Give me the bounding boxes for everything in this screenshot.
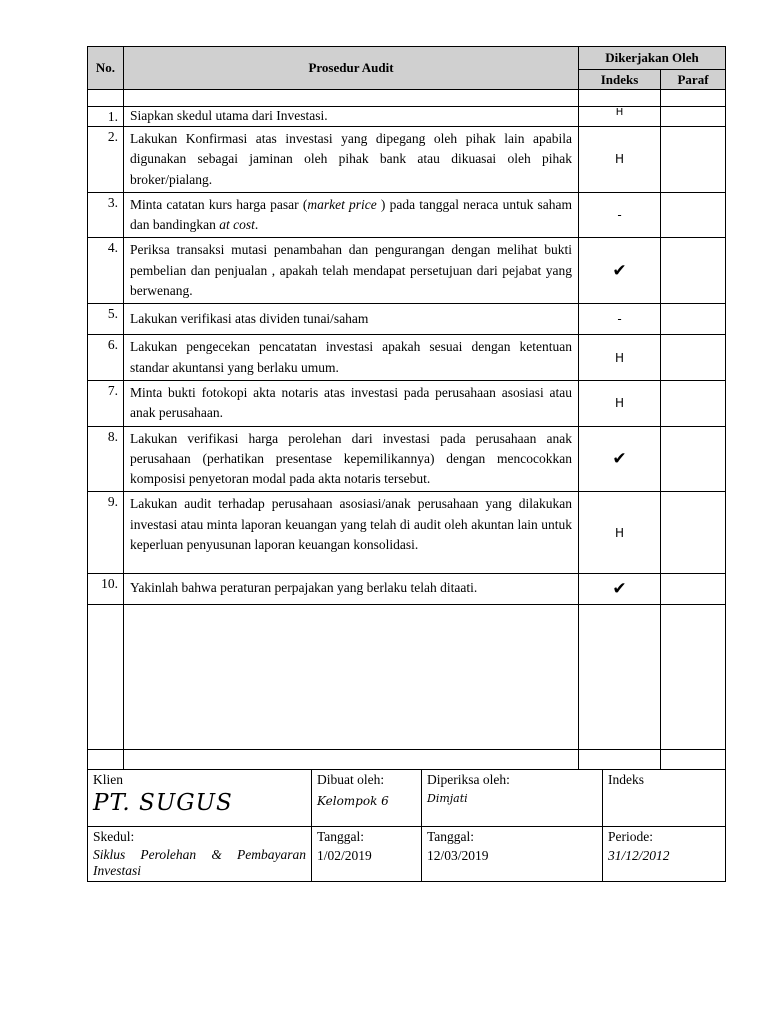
paraf-cell [661, 238, 726, 304]
skedul-value: Siklus Perolehan & Pembayaran Investasi [93, 847, 306, 879]
table-row [88, 426, 726, 492]
tanggal-dibuat-label: Tanggal: [317, 829, 365, 845]
procedure-text: Lakukan verifikasi harga perolehan dari investasi pada perusahaan anak perusahaan (perhatikan presentase kepemilikannya) dengan mencocokkan komposisi penyetoran modal pada akta notaris tersebut. [124, 426, 579, 492]
table-row [88, 127, 726, 193]
procedure-text: Lakukan audit terhadap perusahaan asosiasi/anak perusahaan yang dilakukan investasi atau minta laporan keuangan yang telah di audit oleh akuntan lain untuk keperluan penyusunan laporan keuangan konsolidasi. [124, 492, 579, 574]
klien-cell [88, 770, 312, 827]
header-dikerjakan-oleh: Dikerjakan Oleh [579, 47, 726, 70]
diperiksa-cell [422, 770, 603, 827]
header-paraf: Paraf [661, 70, 726, 90]
dibuat-label: Dibuat oleh: [317, 772, 385, 788]
procedure-text-italic: at cost [219, 217, 255, 233]
table-row [88, 335, 726, 381]
diperiksa-value: Dimjati [427, 792, 468, 806]
check-icon: ✔ [579, 238, 661, 304]
klien-label: Klien [93, 772, 123, 788]
procedure-text: Periksa transaksi mutasi penambahan dan pengurangan dengan melihat bukti pembelian dan penjualan , apakah telah mendapat persetujuan dari pejabat yang berwenang. [124, 238, 579, 304]
index-mark: - [579, 192, 661, 238]
empty-row [88, 605, 726, 750]
procedure-text [124, 192, 579, 238]
procedure-text-part: . [254, 217, 259, 233]
table-row [88, 238, 726, 304]
paraf-cell [661, 335, 726, 381]
indeks-label: Indeks [608, 772, 644, 788]
tanggal-diperiksa-value: 12/03/2019 [427, 848, 489, 864]
paraf-cell [661, 107, 726, 127]
tanggal-diperiksa-label: Tanggal: [427, 829, 475, 845]
empty-row [88, 750, 726, 770]
periode-cell [603, 827, 726, 882]
row-number: 8. [88, 426, 124, 492]
procedure-text-italic: market price [307, 196, 377, 212]
skedul-label: Skedul: [93, 829, 135, 845]
audit-footer-table [87, 769, 726, 882]
row-number: 10. [88, 574, 124, 605]
paraf-cell [661, 426, 726, 492]
tanggal-diperiksa-cell [422, 827, 603, 882]
skedul-cell [88, 827, 312, 882]
paraf-cell [661, 127, 726, 193]
paraf-cell [661, 380, 726, 426]
tanggal-dibuat-cell [312, 827, 422, 882]
table-row [88, 574, 726, 605]
index-mark: H [579, 107, 661, 127]
paraf-cell [661, 304, 726, 335]
procedure-text-part: ) pada tanggal neraca untuk saham dan bandingkan [130, 196, 572, 233]
header-prosedur-audit: Prosedur Audit [124, 47, 579, 90]
table-row [88, 380, 726, 426]
procedure-text: Yakinlah bahwa peraturan perpajakan yang berlaku telah ditaati. [124, 574, 579, 605]
diperiksa-label: Diperiksa oleh: [427, 772, 510, 788]
procedure-text: Siapkan skedul utama dari Investasi. [124, 107, 579, 127]
procedure-text: Lakukan verifikasi atas dividen tunai/saham [124, 304, 579, 335]
periode-value: 31/12/2012 [608, 848, 670, 864]
audit-procedure-table [87, 46, 726, 770]
row-number: 7. [88, 380, 124, 426]
check-icon: ✔ [579, 574, 661, 605]
index-mark: H [579, 335, 661, 381]
spacer-row [88, 90, 726, 107]
row-number: 3. [88, 192, 124, 238]
dibuat-value: Kelompok 6 [317, 794, 389, 809]
table-row [88, 192, 726, 238]
paraf-cell [661, 192, 726, 238]
paraf-cell [661, 492, 726, 574]
procedure-text: Lakukan pengecekan pencatatan investasi apakah sesuai dengan ketentuan standar akuntansi yang berlaku umum. [124, 335, 579, 381]
table-row [88, 107, 726, 127]
paraf-cell [661, 574, 726, 605]
table-row [88, 304, 726, 335]
procedure-text-part: Minta catatan kurs harga pasar ( [130, 196, 308, 212]
row-number: 1. [88, 107, 124, 127]
row-number: 5. [88, 304, 124, 335]
indeks-cell [603, 770, 726, 827]
row-number: 4. [88, 238, 124, 304]
index-mark: H [579, 380, 661, 426]
procedure-text: Minta bukti fotokopi akta notaris atas investasi pada perusahaan asosiasi atau anak perusahaan. [124, 380, 579, 426]
periode-label: Periode: [608, 829, 653, 845]
header-no: No. [88, 47, 124, 90]
index-mark: H [579, 127, 661, 193]
row-number: 9. [88, 492, 124, 574]
row-number: 6. [88, 335, 124, 381]
index-mark: H [579, 492, 661, 574]
tanggal-dibuat-value: 1/02/2019 [317, 848, 372, 864]
dibuat-cell [312, 770, 422, 827]
klien-value: PT. SUGUS [93, 790, 233, 817]
row-number: 2. [88, 127, 124, 193]
audit-program-page [87, 46, 725, 882]
table-row [88, 492, 726, 574]
check-icon: ✔ [579, 426, 661, 492]
header-indeks: Indeks [579, 70, 661, 90]
index-mark: - [579, 304, 661, 335]
procedure-text: Lakukan Konfirmasi atas investasi yang dipegang oleh pihak lain apabila digunakan sebagai jaminan oleh pihak bank atau dikuasai oleh pihak broker/pialang. [124, 127, 579, 193]
